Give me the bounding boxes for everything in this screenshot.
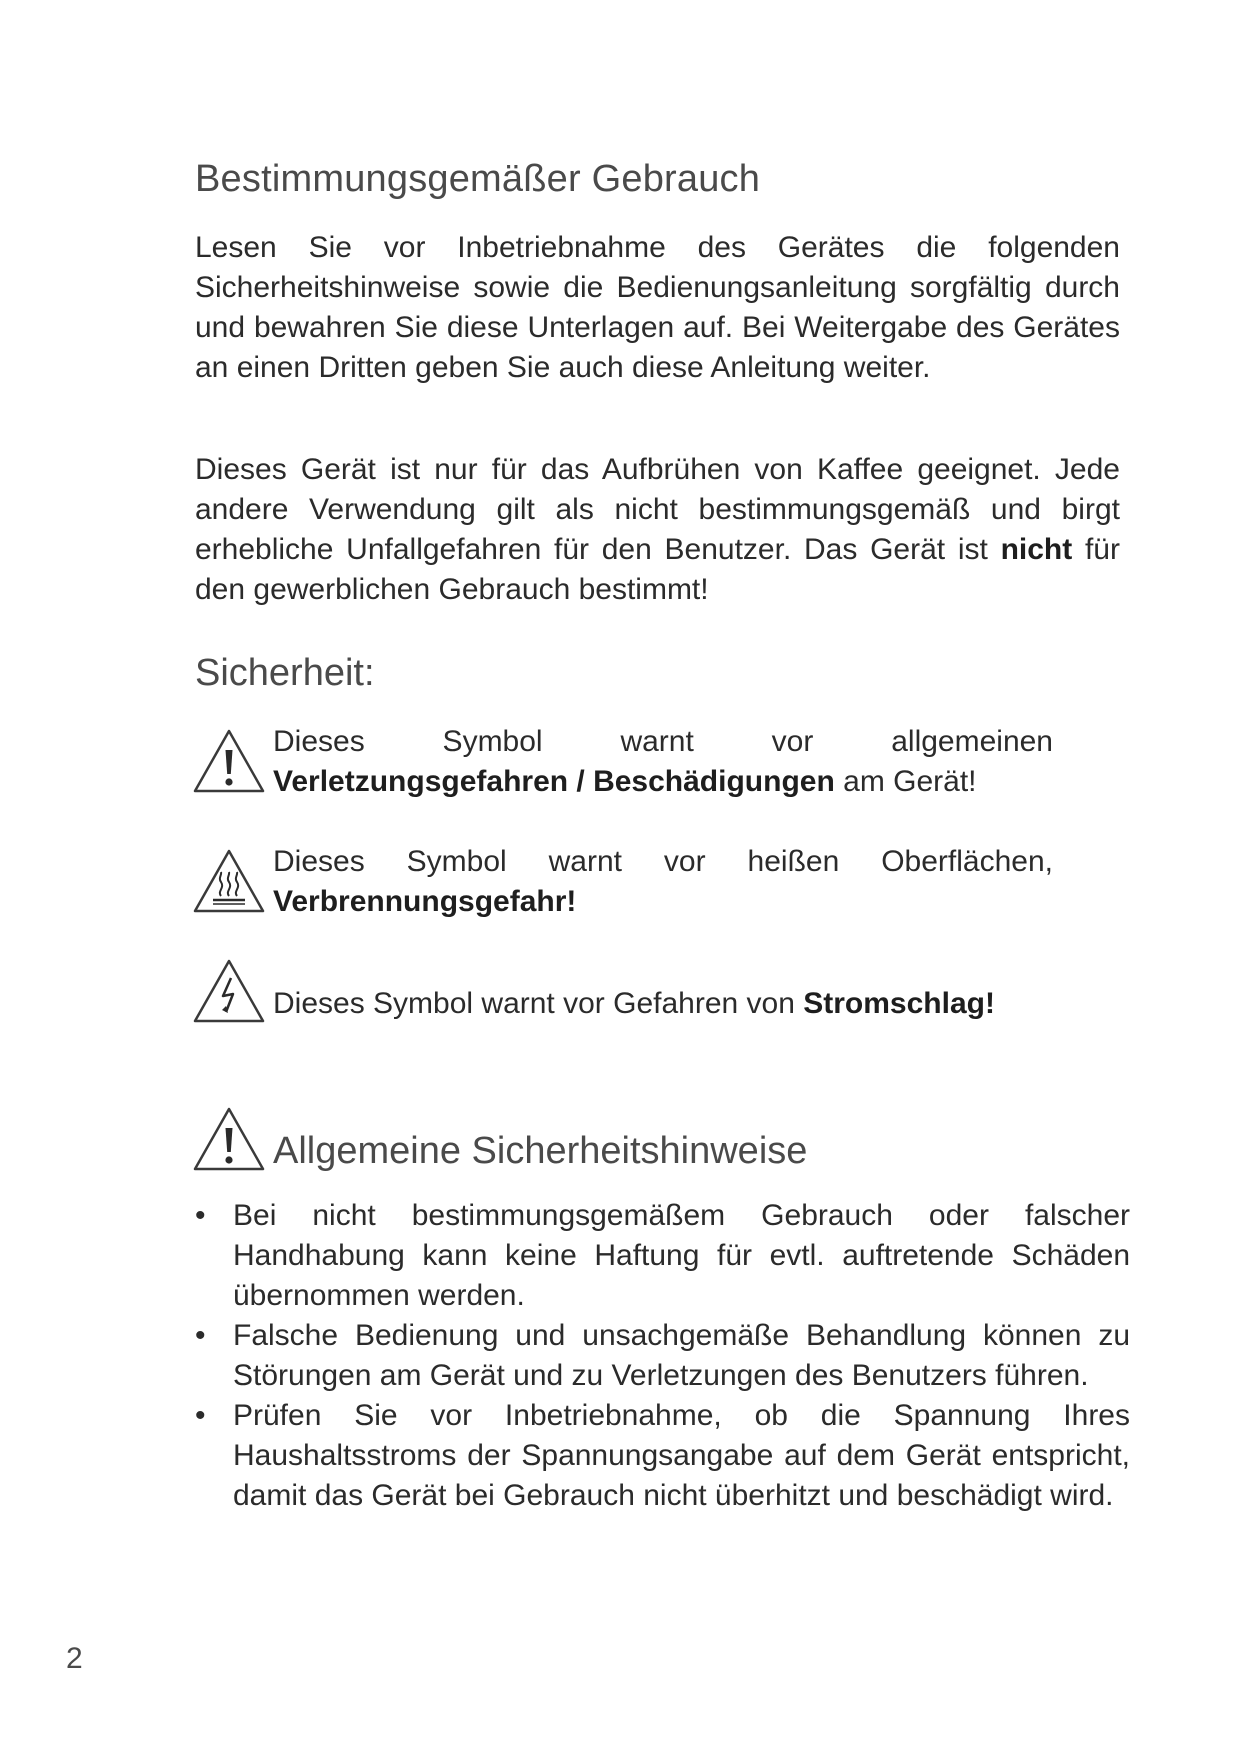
list-item (195, 1316, 1130, 1396)
intro-paragraph: Lesen Sie vor Inbetriebnahme des Gerätes die folgenden Sicherheitshinweise sowie die Bedienungsanleitung sorgfältig durch und bewahren Sie diese Unterlagen auf. Bei Weitergabe des Gerätes an einen Dritten geben Sie auch diese Anleitung weiter. (195, 231, 1120, 384)
section-heading-general-safety: Allgemeine Sicherheitshinweise (273, 1130, 808, 1172)
symbol-text-hot-surface: Dieses Symbol warnt vor heißen Oberflächen, (273, 845, 1053, 878)
usage-paragraph-text: Dieses Gerät ist nur für das Aufbrühen von Kaffee geeignet. Jede andere Verwendung gilt als nicht bestimmungsgemäß und birgt erhebliche Unfallgefahren für den Benutzer. Das Gerät ist (195, 453, 1120, 566)
list-item-text: Falsche Bedienung und unsachgemäße Behandlung können zu Störungen am Gerät und zu Verletzungen des Benutzers führen. (233, 1319, 1130, 1392)
section-heading-safety: Sicherheit: (195, 652, 375, 694)
symbol-text-electric-shock: Dieses Symbol warnt vor Gefahren von (273, 987, 804, 1020)
usage-paragraph-emphasis: nicht (1000, 533, 1073, 566)
usage-paragraph (195, 450, 1120, 610)
symbol-description-hot-surface (273, 842, 1053, 922)
list-item-text: Prüfen Sie vor Inbetriebnahme, ob die Spannung Ihres Haushaltsstroms der Spannungsangabe auf dem Gerät entspricht, damit das Gerät bei Gebrauch nicht überhitzt und beschädigt wird. (233, 1399, 1130, 1512)
warning-exclamation-icon (193, 1106, 265, 1172)
symbol-emphasis-general: Verletzungsgefahren / Beschädigungen (273, 765, 835, 798)
page-heading: Bestimmungsgemäßer Gebrauch (195, 158, 761, 200)
symbol-text-general: Dieses Symbol warnt vor allgemeinen (273, 725, 1053, 758)
symbol-emphasis-electric-shock: Stromschlag! (803, 987, 995, 1020)
warning-exclamation-icon (193, 728, 265, 794)
bullet-icon: • (195, 1319, 206, 1352)
hot-surface-warning-icon (193, 848, 265, 914)
safety-bullet-list (195, 1196, 1130, 1516)
symbol-description-electric-shock (273, 984, 1133, 1024)
symbol-description-general (273, 722, 1053, 802)
usage-paragraph-end: für den gewerblichen Gebrauch bestimmt! (195, 533, 1120, 606)
symbol-suffix-general: am Gerät! (834, 765, 977, 798)
list-item (195, 1396, 1130, 1516)
bullet-icon: • (195, 1199, 206, 1232)
bullet-icon: • (195, 1399, 206, 1432)
electric-shock-warning-icon (193, 958, 265, 1024)
symbol-emphasis-hot-surface: Verbrennungsgefahr! (273, 885, 577, 918)
list-item-text: Bei nicht bestimmungsgemäßem Gebrauch oder falscher Handhabung kann keine Haftung für evtl. auftretende Schäden übernommen werden. (233, 1199, 1130, 1312)
page-number: 2 (66, 1642, 83, 1675)
list-item (195, 1196, 1130, 1316)
